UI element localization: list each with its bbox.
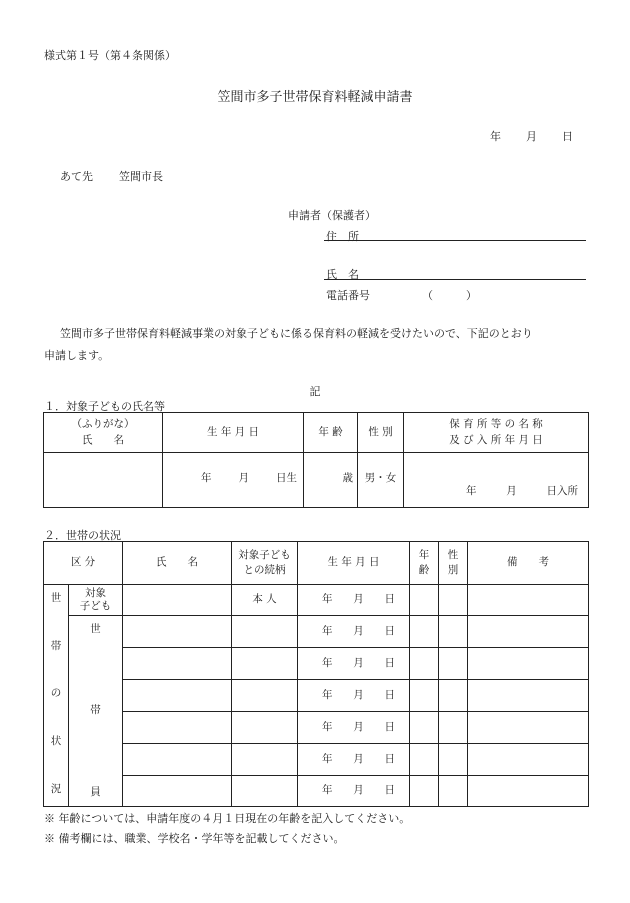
addressee-label: あて先 xyxy=(60,170,93,183)
child-birth-month: 月 xyxy=(238,472,249,484)
birth-day: 日 xyxy=(384,720,395,733)
target-remarks-cell[interactable] xyxy=(468,585,589,616)
member-birth-cell[interactable] xyxy=(298,744,410,776)
date-year: 年 xyxy=(490,130,501,143)
h2-sex-line1: 性 xyxy=(447,548,459,561)
birth-month: 月 xyxy=(353,688,364,701)
member-row xyxy=(44,744,589,776)
phone-paren: （ ） xyxy=(422,289,477,302)
birth-month: 月 xyxy=(353,752,364,765)
header-furigana: （ふりがな） xyxy=(71,418,135,431)
birth-month: 月 xyxy=(353,593,364,606)
child-sex-cell[interactable] xyxy=(358,453,404,508)
member-age-cell[interactable] xyxy=(410,776,439,807)
member-birth-cell[interactable] xyxy=(298,712,410,744)
member-row xyxy=(44,680,589,712)
h2-age-line1: 年 xyxy=(418,548,430,561)
birth-day: 日 xyxy=(384,593,395,606)
member-sex-cell[interactable] xyxy=(439,712,468,744)
birth-year: 年 xyxy=(322,720,333,733)
member-remarks-cell[interactable] xyxy=(468,776,589,807)
member-row xyxy=(44,648,589,680)
member-age-cell[interactable] xyxy=(410,680,439,712)
date-month: 月 xyxy=(526,130,537,143)
member-birth-cell[interactable] xyxy=(298,616,410,648)
body-line-2: 申請します。 xyxy=(44,349,110,362)
side-label-4: 況 xyxy=(50,782,62,795)
side-label-2: の xyxy=(50,687,62,700)
birth-day: 日 xyxy=(384,688,395,701)
members-label-0: 世 xyxy=(90,623,101,635)
member-name-cell[interactable] xyxy=(123,648,232,680)
member-row xyxy=(44,776,589,807)
h2-birth: 生 年 月 日 xyxy=(298,542,410,585)
birth-year: 年 xyxy=(322,752,333,765)
h2-relation xyxy=(232,542,298,585)
h2-sex-line2: 別 xyxy=(447,564,459,576)
member-name-cell[interactable] xyxy=(123,680,232,712)
h2-remarks: 備 考 xyxy=(468,542,589,585)
phone-label: 電話番号 xyxy=(326,289,370,302)
member-remarks-cell[interactable] xyxy=(468,648,589,680)
target-child-label xyxy=(69,585,123,616)
member-birth-cell[interactable] xyxy=(298,680,410,712)
h2-age xyxy=(410,542,439,585)
member-remarks-cell[interactable] xyxy=(468,680,589,712)
side-label-3: 状 xyxy=(50,735,62,748)
birth-day: 日 xyxy=(384,624,395,637)
members-label-2: 員 xyxy=(90,785,101,798)
address-line xyxy=(324,240,586,241)
side-label-1: 帯 xyxy=(50,639,62,652)
target-birth-cell[interactable] xyxy=(298,585,410,616)
side-label-cell xyxy=(44,585,69,807)
child-birth-cell[interactable] xyxy=(163,453,304,508)
member-age-cell[interactable] xyxy=(410,616,439,648)
birth-year: 年 xyxy=(322,784,333,797)
birth-day: 日 xyxy=(384,784,395,797)
child-birth-year: 年 xyxy=(201,472,212,484)
member-age-cell[interactable] xyxy=(410,712,439,744)
h2-category: 区 分 xyxy=(44,542,123,585)
header-facility-line1: 保 育 所 等 の 名 称 xyxy=(449,418,543,431)
members-label-1: 帯 xyxy=(90,704,101,717)
entry-day: 日入所 xyxy=(546,484,578,497)
member-relation-cell[interactable] xyxy=(232,744,298,776)
birth-day: 日 xyxy=(384,752,395,765)
ki-mark: 記 xyxy=(309,385,321,398)
address-label: 住 所 xyxy=(326,230,359,243)
header-age: 年 齢 xyxy=(304,413,358,453)
child-name-cell[interactable] xyxy=(44,453,163,508)
child-age-unit: 歳 xyxy=(342,472,353,484)
member-relation-cell[interactable] xyxy=(232,712,298,744)
member-relation-cell[interactable] xyxy=(232,616,298,648)
target-name-cell[interactable] xyxy=(123,585,232,616)
h2-name: 氏 名 xyxy=(123,542,232,585)
member-sex-cell[interactable] xyxy=(439,680,468,712)
members-label-cell xyxy=(69,616,123,807)
birth-month: 月 xyxy=(353,784,364,797)
target-sex-cell[interactable] xyxy=(439,585,468,616)
child-birth-day: 日生 xyxy=(276,472,297,484)
header-facility xyxy=(404,413,589,453)
member-birth-cell[interactable] xyxy=(298,648,410,680)
member-name-cell[interactable] xyxy=(123,712,232,744)
h2-relation-line2: との続柄 xyxy=(243,564,286,576)
target-child-line1: 対象 xyxy=(85,587,106,600)
header-birth: 生 年 月 日 xyxy=(163,413,304,453)
target-child-table xyxy=(43,412,589,508)
target-relation-cell: 本 人 xyxy=(232,585,298,616)
entry-year: 年 xyxy=(466,484,477,497)
page-title: 笠間市多子世帯保育料軽減申請書 xyxy=(217,90,413,105)
child-facility-cell[interactable] xyxy=(404,453,589,508)
child-age-cell[interactable] xyxy=(304,453,358,508)
member-relation-cell[interactable] xyxy=(232,776,298,807)
h2-age-line2: 齢 xyxy=(418,564,430,576)
name-line xyxy=(324,279,586,280)
section1-heading: １．対象子どもの氏名等 xyxy=(44,400,165,413)
member-birth-cell[interactable] xyxy=(298,776,410,807)
member-name-cell[interactable] xyxy=(123,776,232,807)
birth-month: 月 xyxy=(353,624,364,637)
birth-day: 日 xyxy=(384,656,395,669)
birth-year: 年 xyxy=(322,688,333,701)
member-sex-cell[interactable] xyxy=(439,776,468,807)
form-number: 様式第１号（第４条関係） xyxy=(44,49,176,62)
birth-month: 月 xyxy=(353,656,364,669)
member-age-cell[interactable] xyxy=(410,648,439,680)
section2-heading: ２．世帯の状況 xyxy=(44,529,121,542)
member-row xyxy=(44,616,589,648)
member-sex-cell[interactable] xyxy=(439,744,468,776)
header-name: 氏 名 xyxy=(82,433,124,446)
h2-sex xyxy=(439,542,468,585)
member-row xyxy=(44,712,589,744)
member-age-cell[interactable] xyxy=(410,744,439,776)
note-2: ※ 備考欄には、職業、学校名・学年等を記載してください。 xyxy=(44,832,345,845)
target-child-line2: 子ども xyxy=(79,600,112,612)
header-name-furigana xyxy=(44,413,163,453)
member-remarks-cell[interactable] xyxy=(468,712,589,744)
member-remarks-cell[interactable] xyxy=(468,744,589,776)
date-day: 日 xyxy=(562,130,573,143)
target-age-cell[interactable] xyxy=(410,585,439,616)
note-1: ※ 年齢については、申請年度の４月１日現在の年齢を記入してください。 xyxy=(44,812,411,825)
member-sex-cell[interactable] xyxy=(439,616,468,648)
birth-year: 年 xyxy=(322,656,333,669)
addressee-name: 笠間市長 xyxy=(119,170,163,183)
child-sex-choice: 男・女 xyxy=(364,472,397,484)
member-remarks-cell[interactable] xyxy=(468,616,589,648)
name-label: 氏 名 xyxy=(326,268,359,281)
applicant-heading: 申請者（保護者） xyxy=(288,209,376,222)
side-label-0: 世 xyxy=(50,592,62,604)
member-relation-cell[interactable] xyxy=(232,648,298,680)
birth-month: 月 xyxy=(353,720,364,733)
member-name-cell[interactable] xyxy=(123,744,232,776)
birth-year: 年 xyxy=(322,624,333,637)
birth-year: 年 xyxy=(322,593,333,606)
member-name-cell[interactable] xyxy=(123,616,232,648)
header-facility-line2: 及 び 入 所 年 月 日 xyxy=(449,433,543,446)
body-line-1: 笠間市多子世帯保育料軽減事業の対象子どもに係る保育料の軽減を受けたいので、下記のとおり xyxy=(60,327,533,340)
header-sex: 性 別 xyxy=(358,413,404,453)
h2-relation-line1: 対象子ども xyxy=(238,548,291,561)
member-relation-cell[interactable] xyxy=(232,680,298,712)
household-table xyxy=(43,541,589,807)
member-sex-cell[interactable] xyxy=(439,648,468,680)
entry-month: 月 xyxy=(506,484,517,497)
